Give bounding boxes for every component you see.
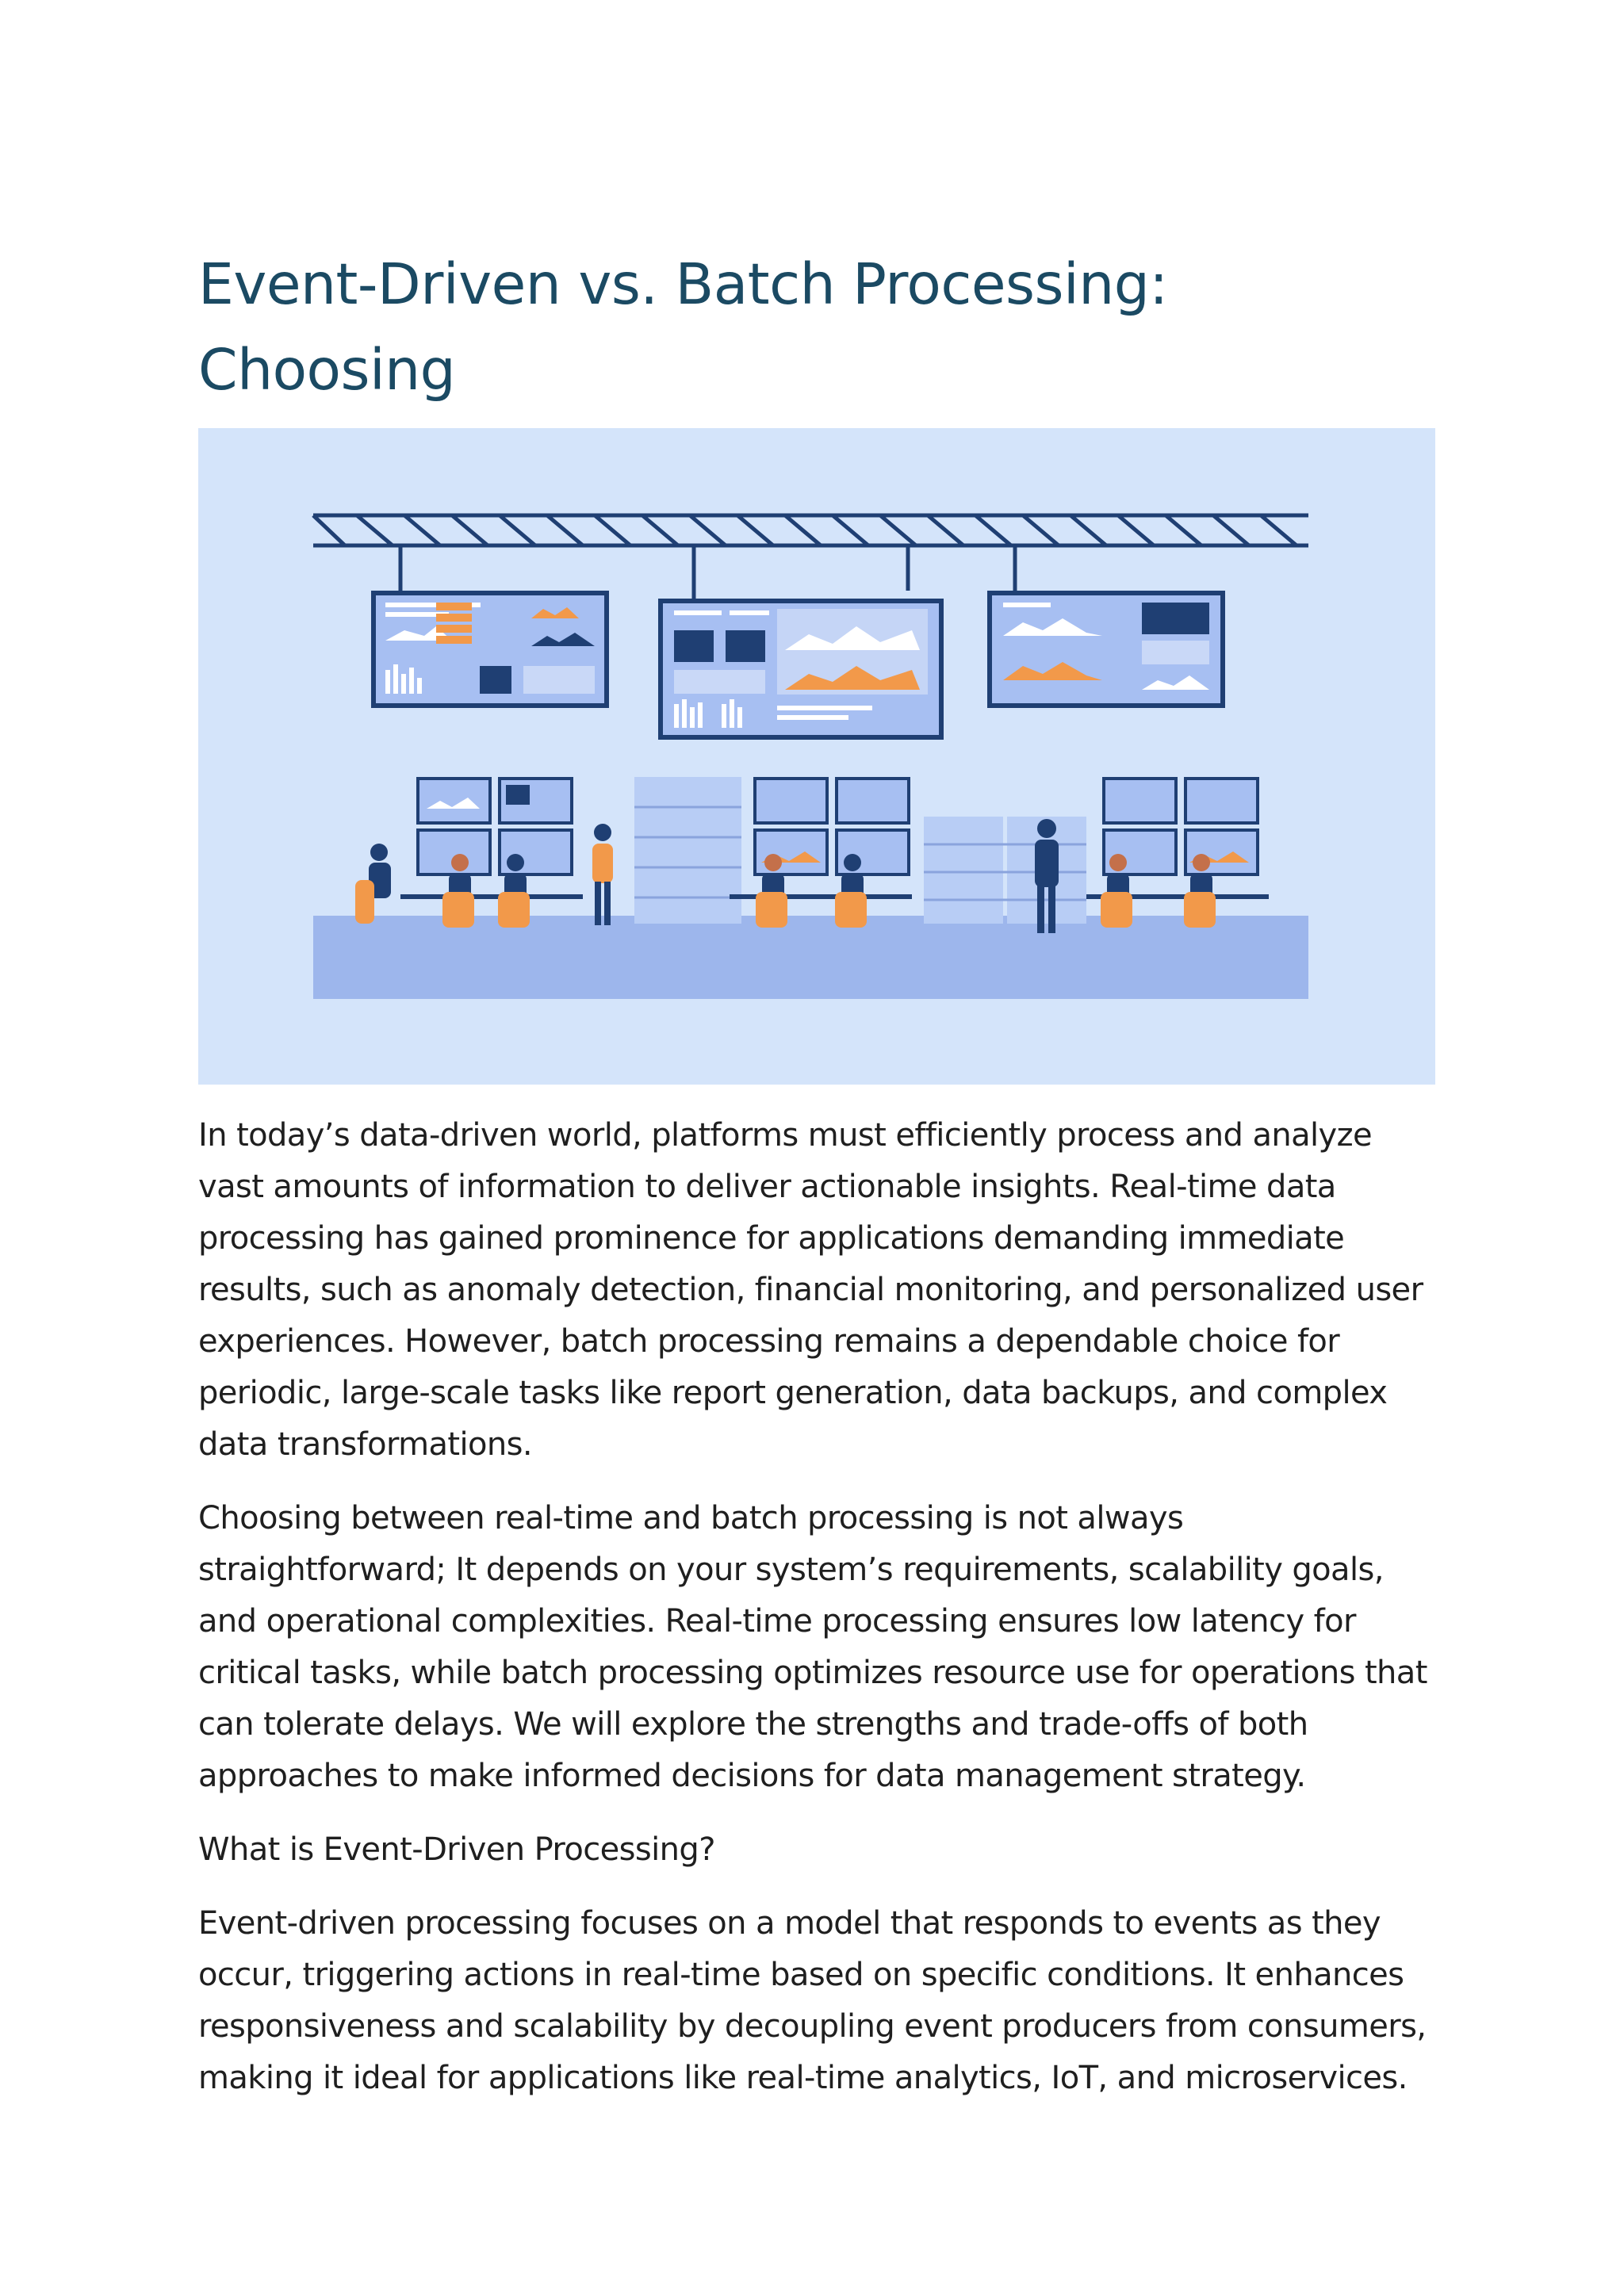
title-line-1: Event-Driven vs. Batch Processing: Choosing bbox=[198, 251, 1168, 403]
ceiling-truss bbox=[313, 515, 1308, 599]
section-subheading: What is Event-Driven Processing? bbox=[198, 1831, 715, 1868]
wall-screen-center bbox=[658, 599, 944, 740]
desk-monitors-left bbox=[416, 777, 573, 876]
paragraph-intro: In today’s data-driven world, platforms must efficiently process and analyze vast amounts of information to deliver actionable insights. Real-time data processing has gained prominence for applications demanding immediate results, such as anomaly detection, financial monitoring, and personalized user experiences. However, batch processing remains a dependable choice for periodic, large-scale tasks like report generation, data backups, and complex data transformations. bbox=[198, 1117, 1423, 1463]
wall-screen-left bbox=[371, 591, 609, 708]
control-room-illustration bbox=[198, 428, 1435, 1085]
wall-screen-right bbox=[987, 591, 1225, 708]
paragraph-choosing: Choosing between real-time and batch processing is not always straightforward; It depends on your system’s requirements, scalability goals, and operational complexities. Real-time processing ensures low latency for critical tasks, while batch processing optimizes resource use for operations that can tolerate delays. We will explore the strengths and trade-offs of both approaches to make informed decisions for data management strategy. bbox=[198, 1500, 1427, 1794]
article-body bbox=[198, 1110, 1435, 2126]
server-rack-right bbox=[924, 817, 1086, 924]
paragraph-event-driven: Event-driven processing focuses on a model that responds to events as they occur, triggering actions in real-time based on specific conditions. It enhances responsiveness and scalability by decoupling event producers from consumers, making it ideal for applications like real-time analytics, IoT, and microservices. bbox=[198, 1905, 1427, 2096]
server-rack-left bbox=[634, 777, 741, 924]
hero-illustration bbox=[198, 428, 1435, 1085]
floor bbox=[313, 916, 1308, 999]
desks bbox=[400, 894, 1269, 899]
